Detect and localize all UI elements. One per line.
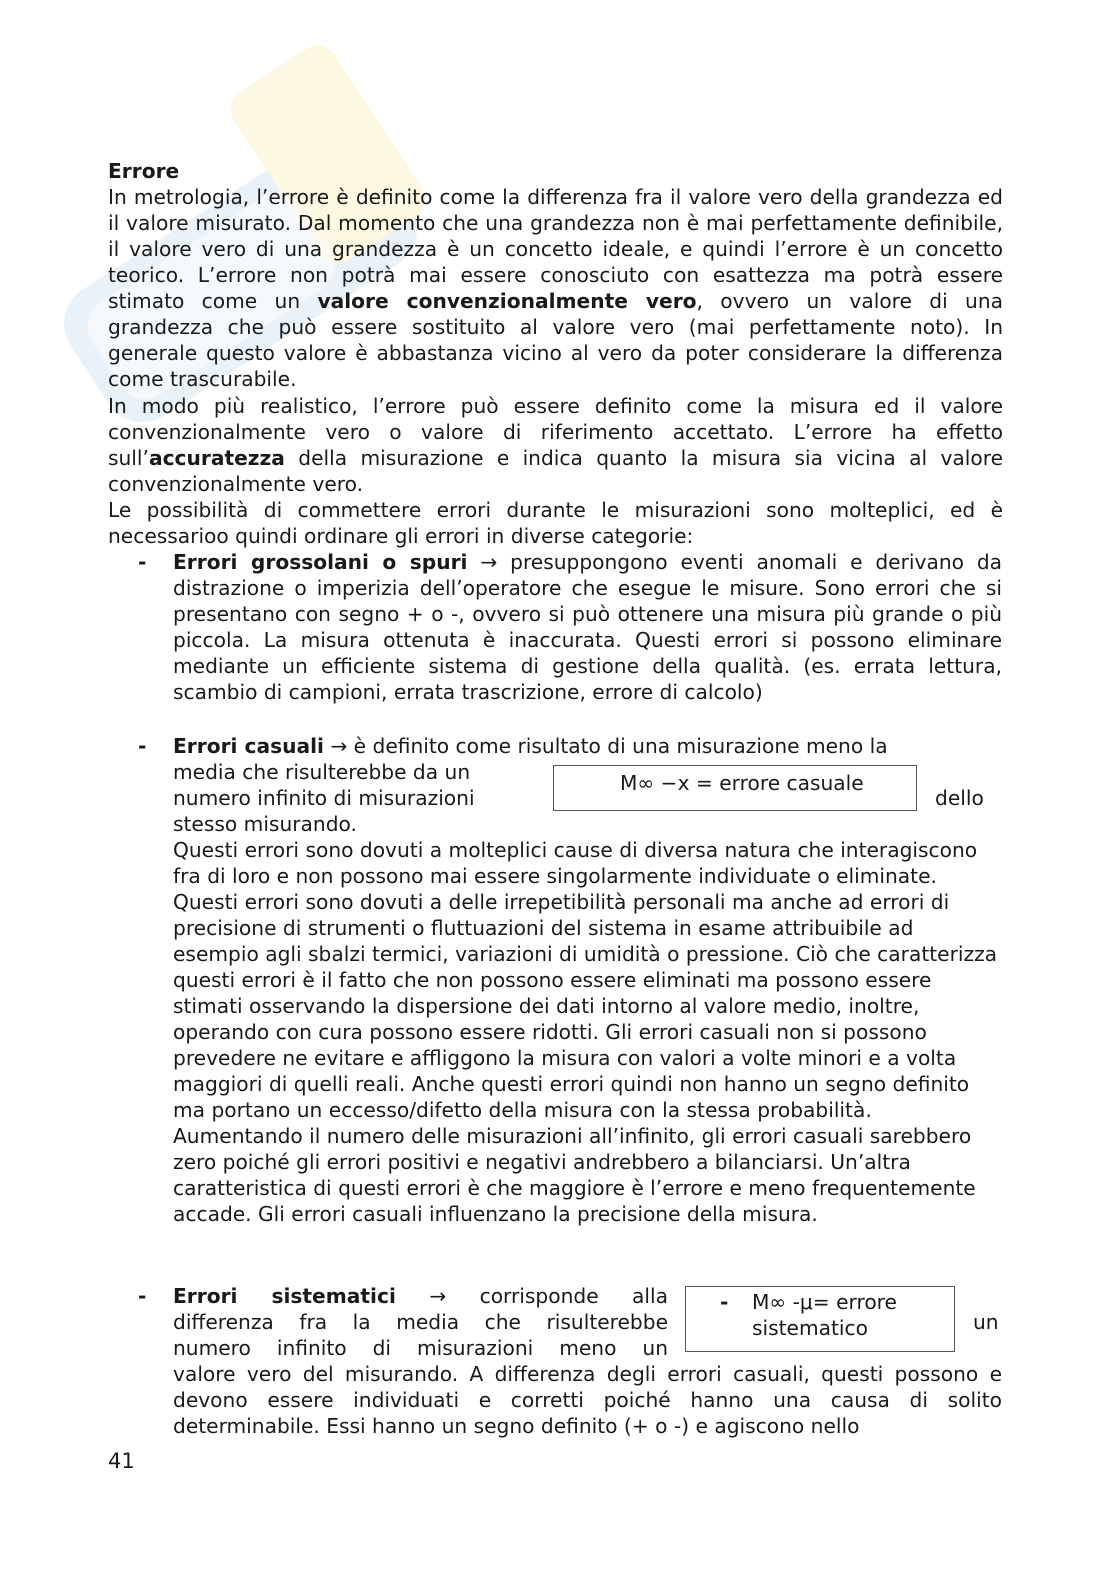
list-dash: -	[138, 734, 147, 758]
paragraph-text: , ovvero un valore di una grandezza che può essere sostituito al valore vero (mai perfettamente noto). In generale questo valore è abbastanza vicino al vero da poter considerare la differenza come trascurabile.	[108, 289, 1003, 391]
formula-box	[553, 765, 917, 811]
formula-dash: -	[720, 1290, 729, 1314]
list-item-term: Errori grossolani o spuri	[173, 550, 468, 574]
formula-text: sistematico	[752, 1316, 868, 1340]
page-number: 41	[108, 1449, 135, 1473]
list-item-text: valore vero del misurando. A differenza degli errori casuali, questi possono e devono essere individuati e corretti poiché hanno una causa di solito determinabile. Essi hanno un segno definito (+ o -) e agiscono nello	[173, 1362, 1002, 1438]
list-item-text: Questi errori sono dovuti a molteplici cause di diversa natura che interagiscono fra di loro e non possono mai essere singolarmente individuate o eliminate. Questi errori sono dovuti a delle irrepetibilità personali ma anche ad errori di precisione di strumenti o fluttuazioni del sistema in esame attribuibile ad esempio agli sbalzi termici, variazioni di umidità o pressione. Ciò che caratterizza questi errori è il fatto che non possono essere eliminati ma possono essere stimati osservando la dispersione dei dati intorno al valore medio, inoltre, operando con cura possono essere ridotti. Gli errori casuali non si possono prevedere ne evitare e affliggono la misura con valori a volte minori e a volta maggiori di quelli reali. Anche questi errori quindi non hanno un segno definito ma portano un eccesso/difetto della misura con la stessa probabilità. Aumentando il numero delle misurazioni all’infinito, gli errori casuali sarebbero zero poiché gli errori positivi e negativi andrebbero a bilanciarsi. Un’altra caratteristica di questi errori è che maggiore è l’errore e meno frequentemente accade. Gli errori casuali influenzano la precisione della misura.	[173, 838, 998, 1226]
paragraph-definition	[108, 184, 1003, 392]
bold-term: valore convenzionalmente vero	[317, 289, 697, 313]
paragraph-text: In modo più realistico, l’errore può essere definito come la misura ed il valore convenzionalmente vero o valore di riferimento accettato. L’errore ha effetto sull’	[108, 394, 1003, 470]
list-item-term: Errori casuali	[173, 734, 324, 758]
list-item-text: un	[973, 1310, 999, 1334]
list-item-text: dello	[935, 786, 984, 810]
list-item-text: corrisponde alla	[479, 1284, 668, 1308]
arrow-icon: →	[330, 734, 348, 758]
formula-text: M∞ −x = errore casuale	[620, 771, 864, 795]
list-item-text: stesso misurando.	[173, 812, 357, 836]
paragraph-text: della misurazione e indica quanto la misura sia vicina al valore convenzionalmente vero.	[108, 446, 1003, 496]
list-item-text: numero infinito di misurazioni meno un	[173, 1336, 668, 1360]
list-dash: -	[138, 1284, 147, 1308]
paragraph-text: In metrologia, l’errore è definito come la differenza fra il valore vero della grandezza ed il valore misurato. Dal momento che una grandezza non è mai perfettamente definibile, il valore vero di una grandezza è un concetto ideale, e quindi l’errore è un concetto teorico. L’errore non potrà mai essere conosciuto con esattezza ma potrà essere stimato come un	[108, 185, 1003, 313]
list-item-first-line	[173, 733, 1002, 759]
formula-box	[685, 1286, 955, 1352]
arrow-icon: →	[480, 550, 498, 574]
list-item-body	[173, 1283, 668, 1361]
paragraph-realistic	[108, 393, 1003, 497]
bold-term: accuratezza	[148, 446, 285, 470]
list-item-text: numero infinito di misurazioni	[173, 786, 475, 810]
list-item-body	[173, 549, 1002, 705]
list-item-text: media che risulterebbe da un	[173, 760, 471, 784]
section-heading: Errore	[108, 159, 180, 183]
list-dash: -	[138, 550, 147, 574]
list-item-text: presuppongono eventi anomali e derivano da distrazione o imperizia dell’operatore che esegue le misure. Sono errori che si presentano con segno + o -, ovvero si può ottenere una misura più grande o più piccola. La misura ottenuta è inaccurata. Questi errori si possono eliminare mediante un efficiente sistema di gestione della qualità. (es. errata lettura, scambio di campioni, errata trascrizione, errore di calcolo)	[173, 550, 1003, 704]
paragraph-categories: Le possibilità di commettere errori durante le misurazioni sono molteplici, ed è necessarioo quindi ordinare gli errori in diverse categorie:	[108, 498, 1003, 548]
list-item-text: è definito come risultato di una misurazione meno la	[347, 734, 888, 758]
list-item-text: differenza fra la media che risulterebbe	[173, 1310, 668, 1334]
list-item-first-line	[173, 1283, 668, 1309]
arrow-icon: →	[429, 1284, 447, 1308]
list-item-term: Errori sistematici	[173, 1284, 396, 1308]
formula-text: M∞ -μ= errore	[752, 1290, 897, 1314]
